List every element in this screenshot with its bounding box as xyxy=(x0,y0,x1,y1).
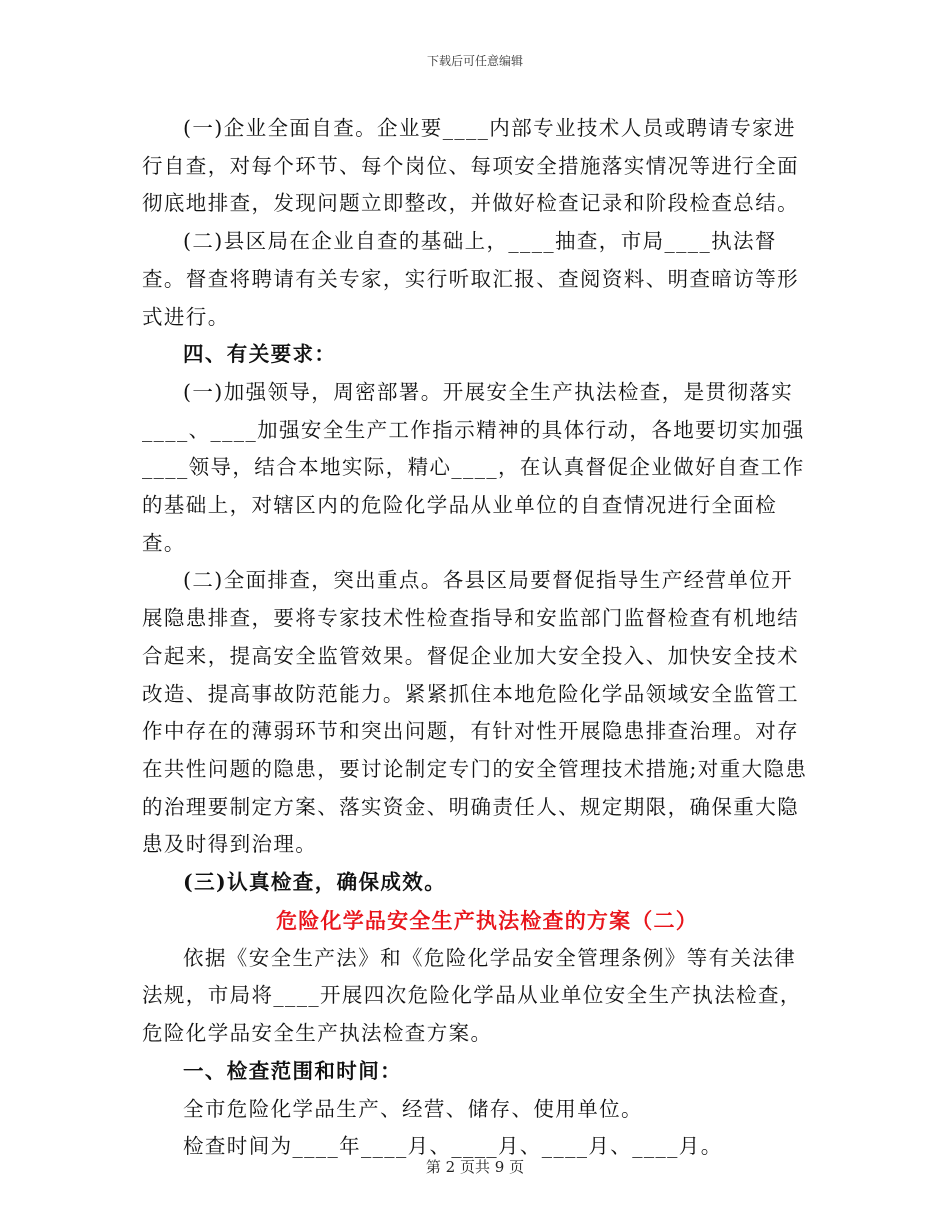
page-footer: 第 2 页共 9 页 xyxy=(425,1158,525,1176)
paragraph-leadership: (一)加强领导，周密部署。开展安全生产执法检查，是贯彻落实____、____加强安全生产工作指示精神的具体行动，各地要切实加强____领导，结合本地实际，精心____，在认真督促企业做好自查工作的基础上，对辖区内的危险化学品从业单位的自查情况进行全面检查。 xyxy=(142,379,805,555)
document-title: 危险化学品安全生产执法检查的方案（二） xyxy=(276,907,698,933)
paragraph-self-inspection: (一)企业全面自查。企业要____内部专业技术人员或聘请专家进行自查，对每个环节、每个岗位、每项安全措施落实情况等进行全面彻底地排查，发现问题立即整改，并做好检查记录和阶段检查总结。 xyxy=(142,116,799,216)
document-body xyxy=(142,110,812,1166)
section-heading-requirements: 四、有关要求： xyxy=(183,342,337,367)
paragraph-county-spot-check: (二)县区局在企业自查的基础上，____抽查，市局____执法督查。督查将聘请有关专家，实行听取汇报、查阅资料、明查暗访等形式进行。 xyxy=(142,229,799,329)
paragraph-scope: 全市危险化学品生产、经营、储存、使用单位。 xyxy=(183,1096,643,1121)
paragraph-legal-basis: 依据《安全生产法》和《危险化学品安全管理条例》等有关法律法规，市局将____开展四次危险化学品从业单位安全生产执法检查，危险化学品安全生产执法检查方案。 xyxy=(142,945,802,1046)
section-heading-scope: 一、检查范围和时间： xyxy=(183,1058,402,1083)
paragraph-full-inspection: (二)全面排查，突出重点。各县区局要督促指导生产经营单位开展隐患排查，要将专家技术性检查指导和安监部门监督检查有机地结合起来，提高安全监管效果。督促企业加大安全投入、加快安全技术改造、提高事故防范能力。紧紧抓住本地危险化学品领域安全监管工作中存在的薄弱环节和突出问题，有针对性开展隐患排查治理。对存在共性问题的隐患，要讨论制定专门的安全管理技术措施;对重大隐患的治理要制定方案、落实资金、明确责任人、规定期限，确保重大隐患及时得到治理。 xyxy=(142,568,808,857)
paragraph-ensure-results: (三)认真检查，确保成效。 xyxy=(183,870,447,895)
page-header: 下载后可任意编辑 xyxy=(426,54,523,68)
paragraph-schedule: 检查时间为____年____月、____月、____月、____月。 xyxy=(183,1134,723,1159)
